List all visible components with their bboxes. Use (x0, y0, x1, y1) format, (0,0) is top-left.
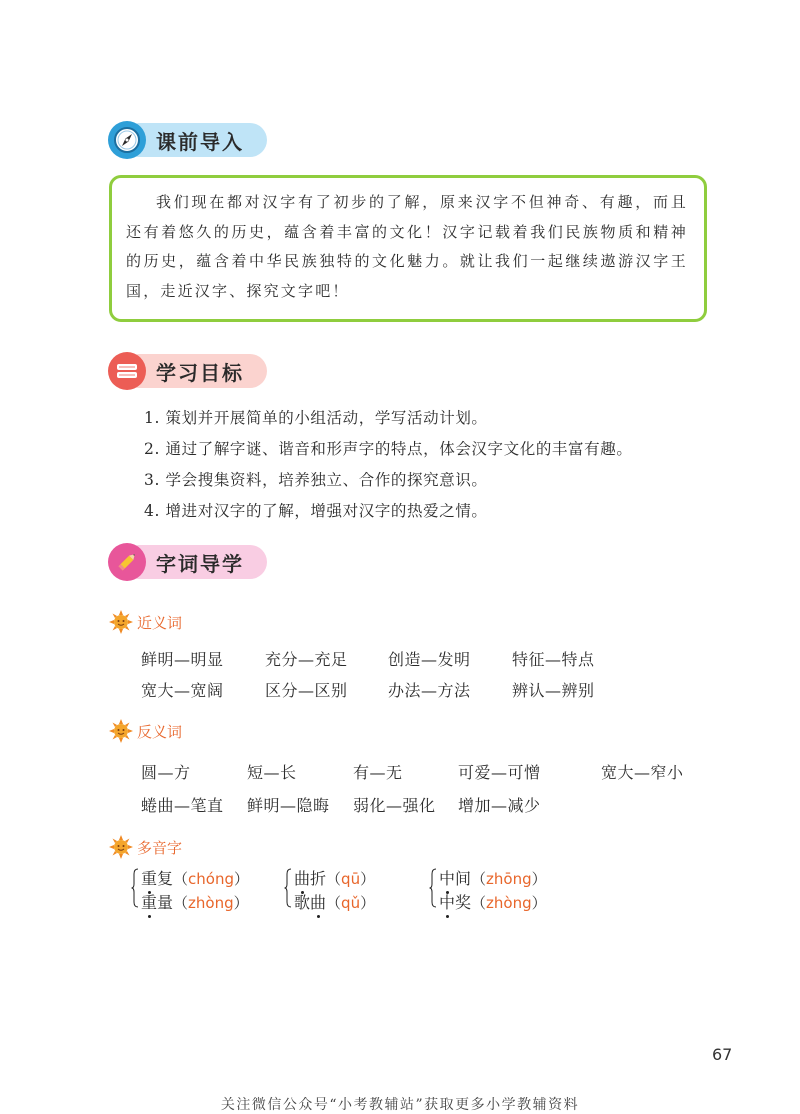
antonym-word: 鲜明—隐晦 (247, 796, 330, 815)
synonym-word: 充分—充足 (265, 650, 348, 669)
polyphone-line: 重 量（zhòng） (141, 890, 249, 913)
polyphone-line: 中 间（zhōng） (439, 866, 547, 889)
antonym-word: 宽大—窄小 (601, 763, 684, 782)
antonym-word: 圆—方 (141, 763, 191, 782)
pinyin: qū (341, 870, 361, 888)
synonym-word: 辨认—辨别 (512, 681, 595, 700)
footer-note: 关注微信公众号“小考教辅站”获取更多小学教辅资料 (220, 1097, 580, 1113)
polyphone-rest: 间 (455, 869, 472, 888)
polyphone-rest: 复 (157, 869, 174, 888)
antonym-word: 增加—减少 (458, 796, 541, 815)
synonym-word: 鲜明—明显 (141, 650, 224, 669)
synonym-word: 宽大—宽阔 (141, 681, 224, 700)
vocab-header-badge (108, 543, 146, 581)
synonym-word: 创造—发明 (388, 650, 471, 669)
polyphone-group-qu (284, 866, 414, 916)
polyphone-char: 重 (141, 866, 157, 889)
compass-icon (113, 126, 141, 154)
emphasis-dot (446, 915, 449, 918)
antonym-word: 可爱—可憎 (458, 763, 541, 782)
book-stack-icon (113, 357, 141, 385)
brace-icon (284, 868, 292, 908)
polyphone-rest: 量 (157, 893, 174, 912)
intro-box (109, 175, 707, 322)
polyphone-char: 曲 (310, 890, 326, 913)
brace-icon (429, 868, 437, 908)
antonym-word: 弱化—强化 (353, 796, 436, 815)
goals-header-badge (108, 352, 146, 390)
intro-header-badge (108, 121, 146, 159)
brace-icon (131, 868, 139, 908)
polyphone-group-zhong (131, 866, 281, 916)
polyphone-char: 曲 (294, 866, 310, 889)
antonyms-label: 反义词 (137, 722, 183, 741)
polyphone-line: 歌曲 （qǔ） (294, 890, 375, 913)
goal-item-1: 1. 策划并开展简单的小组活动，学写活动计划。 (144, 409, 488, 427)
synonyms-label: 近义词 (137, 613, 183, 632)
pinyin: zhòng (188, 894, 234, 912)
sun-face-icon (109, 610, 133, 634)
polyphones-label: 多音字 (137, 838, 183, 857)
emphasis-dot (317, 915, 320, 918)
vocab-section-header (108, 543, 244, 581)
polyphone-group-zhong2 (429, 866, 579, 916)
polyphone-char: 中 (439, 890, 455, 913)
polyphone-line: 曲 折（qū） (294, 866, 375, 889)
sun-face-icon (109, 719, 133, 743)
goal-item-3: 3. 学会搜集资料，培养独立、合作的探究意识。 (144, 471, 488, 489)
polyphones-header (109, 835, 182, 859)
goals-title: 学习目标 (156, 360, 244, 385)
synonyms-header (109, 610, 182, 634)
sun-face-icon (109, 835, 133, 859)
polyphone-char: 中 (439, 866, 455, 889)
antonyms-header (109, 719, 182, 743)
polyphone-line: 中 奖（zhòng） (439, 890, 547, 913)
synonym-word: 区分—区别 (265, 681, 348, 700)
page-number: 67 (712, 1045, 733, 1064)
pinyin: qǔ (341, 894, 361, 912)
goal-item-4: 4. 增进对汉字的了解，增强对汉字的热爱之情。 (144, 502, 488, 520)
polyphone-char: 重 (141, 890, 157, 913)
pencil-icon (113, 548, 141, 576)
intro-title: 课前导入 (156, 129, 244, 154)
antonym-word: 有—无 (353, 763, 403, 782)
pinyin: zhòng (486, 894, 532, 912)
polyphone-rest: 奖 (455, 893, 472, 912)
goals-section-header (108, 352, 244, 390)
polyphone-line: 重 复（chóng） (141, 866, 249, 889)
antonym-word: 蜷曲—笔直 (141, 796, 224, 815)
intro-section-header (108, 121, 244, 159)
synonym-word: 办法—方法 (388, 681, 471, 700)
intro-text: 我们现在都对汉字有了初步的了解，原来汉字不但神奇、有趣，而且还有着悠久的历史，蕴含着丰富的文化！汉字记载着我们民族物质和精神的历史，蕴含着中华民族独特的文化魅力。就让我们一起继续遨游汉字王国，走近汉字、探究文字吧！ (126, 193, 688, 300)
vocab-title: 字词导学 (156, 551, 244, 576)
pinyin: chóng (188, 870, 235, 888)
goal-item-2: 2. 通过了解字谜、谐音和形声字的特点，体会汉字文化的丰富有趣。 (144, 440, 633, 458)
synonym-word: 特征—特点 (512, 650, 595, 669)
antonym-word: 短—长 (247, 763, 297, 782)
polyphone-prefix: 歌 (294, 893, 311, 912)
pinyin: zhōng (486, 870, 532, 888)
polyphone-rest: 折 (310, 869, 327, 888)
emphasis-dot (148, 915, 151, 918)
